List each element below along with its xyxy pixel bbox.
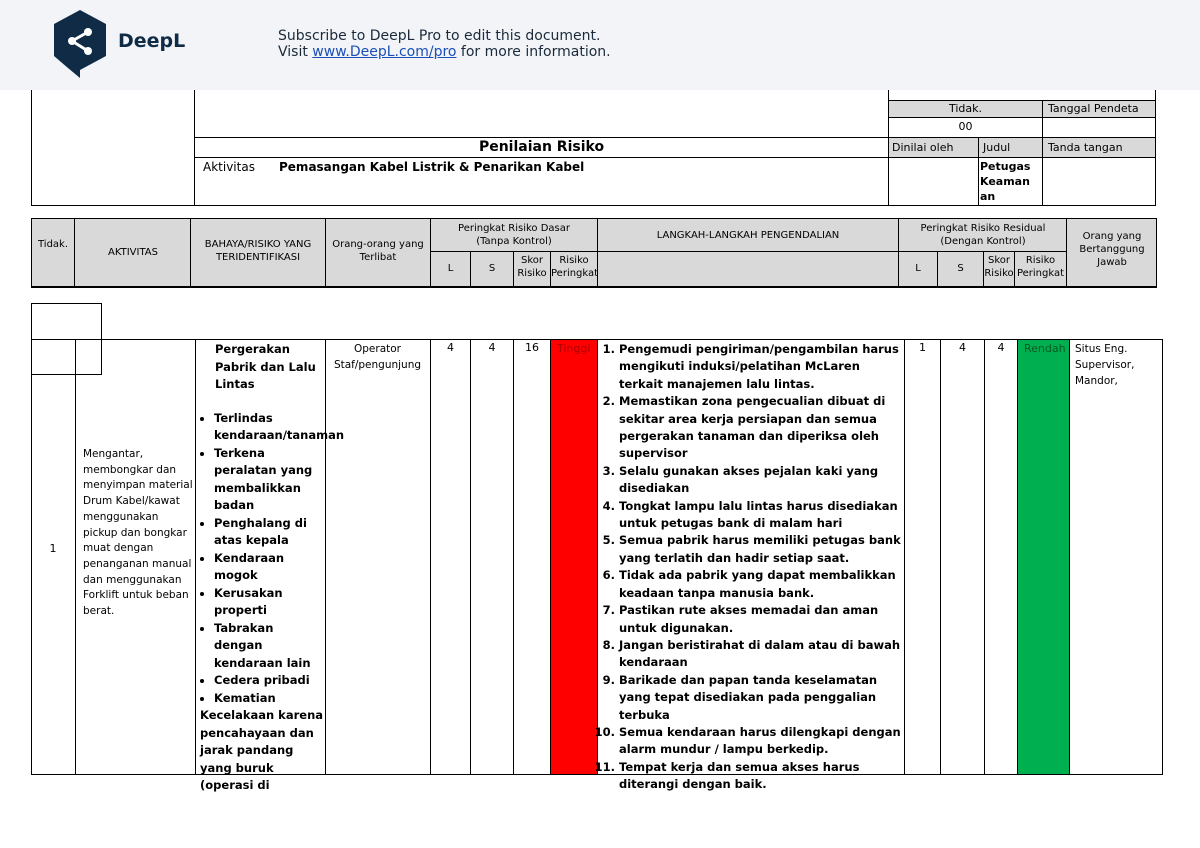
row-aktivitas: Mengantar, membongkar dan menyimpan material Drum Kabel/kawat menggunakan pickup dan bongkar muat dengan penanganan manual dan menggunakan Forklift untuk beban berat. (83, 448, 193, 618)
control-list (599, 341, 901, 794)
petugas-value: Petugas Keamanan (980, 160, 1031, 203)
th-s: S (488, 263, 496, 274)
deepl-logo-icon (50, 8, 110, 80)
empty-box (31, 303, 102, 340)
row-l: 4 (447, 341, 454, 354)
control-item: 6. Tidak ada pabrik yang dapat membalikkan keadaan tanpa manusia bank. (619, 567, 901, 602)
deepl-banner (0, 0, 1200, 90)
risk-low-fill (1018, 340, 1069, 774)
th-skor: Skor Risiko (517, 255, 547, 279)
th-residual: Peringkat Risiko Residual (Dengan Kontrol) (920, 223, 1046, 247)
dinilai-label: Dinilai oleh (889, 138, 978, 157)
row-s: 4 (488, 341, 496, 354)
row-no: 1 (49, 542, 57, 555)
hazard-title: Pergerakan Pabrik dan Lalu Lintas (215, 342, 316, 391)
control-item: 10. Semua kendaraan harus dilengkapi dengan alarm mundur / lampu berkedip. (619, 724, 901, 759)
row-r-skor: 4 (997, 341, 1005, 354)
row-tanggung: Situs Eng. Supervisor, Mandor, (1075, 343, 1135, 387)
hazard-list (200, 410, 345, 708)
th-bahaya: BAHAYA/RISIKO YANG TERIDENTIFIKASI (204, 239, 312, 263)
th-r-peringkat: Risiko Peringkat (1016, 255, 1065, 279)
page-title: Penilaian Risiko (478, 139, 605, 155)
row-langkah (599, 341, 901, 794)
control-item: 11. Tempat kerja dan semua akses harus diterangi dengan baik. (619, 759, 901, 794)
row-peringkat: Tinggi (557, 342, 591, 355)
control-item: 4. Tongkat lampu lalu lintas harus disediakan untuk petugas bank di malam hari (619, 498, 901, 533)
th-r-s: S (957, 263, 964, 274)
hazard-item: • Terlindas kendaraan/tanaman (214, 410, 324, 445)
control-item: 3. Selalu gunakan akses pejalan kaki yang disediakan (619, 463, 901, 498)
tanda-label: Tanda tangan (1043, 138, 1155, 157)
hazard-item: • Kematian (214, 690, 324, 708)
row-orang: Operator Staf/pengunjung (333, 343, 422, 371)
th-aktivitas: AKTIVITAS (108, 247, 158, 258)
risk-high-fill (551, 340, 597, 774)
th-no: Tidak. (37, 239, 69, 250)
control-item: 7. Pastikan rute akses memadai dan aman untuk digunakan. (619, 602, 901, 637)
th-orang: Orang-orang yang Terlibat (332, 239, 424, 263)
row-r-peringkat: Rendah (1024, 342, 1066, 355)
tanggal-label: Tanggal Pendeta (1043, 101, 1155, 117)
th-tanggung: Orang yang Bertanggung Jawab (1079, 231, 1145, 268)
control-item: 8. Jangan beristirahat di dalam atau di bawah kendaraan (619, 637, 901, 672)
th-r-l: L (915, 263, 921, 274)
judul-label: Judul (979, 138, 1042, 157)
control-item: 1. Pengemudi pengiriman/pengambilan harus mengikuti induksi/pelatihan McLaren terkait manajemen lalu lintas. (619, 341, 901, 393)
th-langkah: LANGKAH-LANGKAH PENGENDALIAN (656, 230, 840, 241)
promo-text (278, 28, 611, 60)
hazard-extra: Kecelakaan karena pencahayaan dan jarak pandang yang buruk (operasi di (200, 708, 324, 792)
control-item: 9. Barikade dan papan tanda keselamatan yang tepat disediakan pada penggalian terbuka (619, 672, 901, 724)
hazard-item: • Penghalang di atas kepala (214, 515, 324, 550)
th-l: L (447, 263, 454, 274)
aktivitas-label: Aktivitas (203, 160, 255, 174)
hazard-item: • Kendaraan mogok (214, 550, 324, 585)
promo-line-1: Subscribe to DeepL Pro to edit this document. (278, 28, 601, 44)
promo-line-2: Visit www.DeepL.com/pro for more information. (278, 44, 611, 60)
row-bahaya (200, 341, 345, 795)
row-r-l: 1 (919, 341, 926, 354)
hazard-item: • Terkena peralatan yang membalikkan badan (214, 445, 324, 515)
row-r-s: 4 (959, 341, 966, 354)
hazard-item: • Kerusakan properti (214, 585, 324, 620)
deepl-pro-link[interactable]: www.DeepL.com/pro (312, 44, 457, 60)
row-skor: 16 (525, 341, 539, 354)
th-r-skor: Skor Risiko (984, 255, 1014, 279)
th-dasar: Peringkat Risiko Dasar (Tanpa Kontrol) (458, 223, 570, 247)
th-peringkat: Risiko Peringkat (551, 255, 599, 279)
aktivitas-value: Pemasangan Kabel Listrik & Penarikan Kabel (279, 160, 585, 174)
tidak-label: Tidak. (889, 101, 1042, 117)
deepl-logo-text: DeepL (118, 30, 186, 52)
hazard-item: • Tabrakan dengan kendaraan lain (214, 620, 324, 673)
control-item: 2. Memastikan zona pengecualian dibuat di sekitar area kerja persiapan dan semua pergerakan tanaman dan diperiksa oleh supervisor (619, 393, 901, 463)
doc-number: 00 (958, 120, 973, 133)
control-item: 5. Semua pabrik harus memiliki petugas bank yang terlatih dan hadir setiap saat. (619, 532, 901, 567)
hazard-item: • Cedera pribadi (214, 672, 324, 690)
